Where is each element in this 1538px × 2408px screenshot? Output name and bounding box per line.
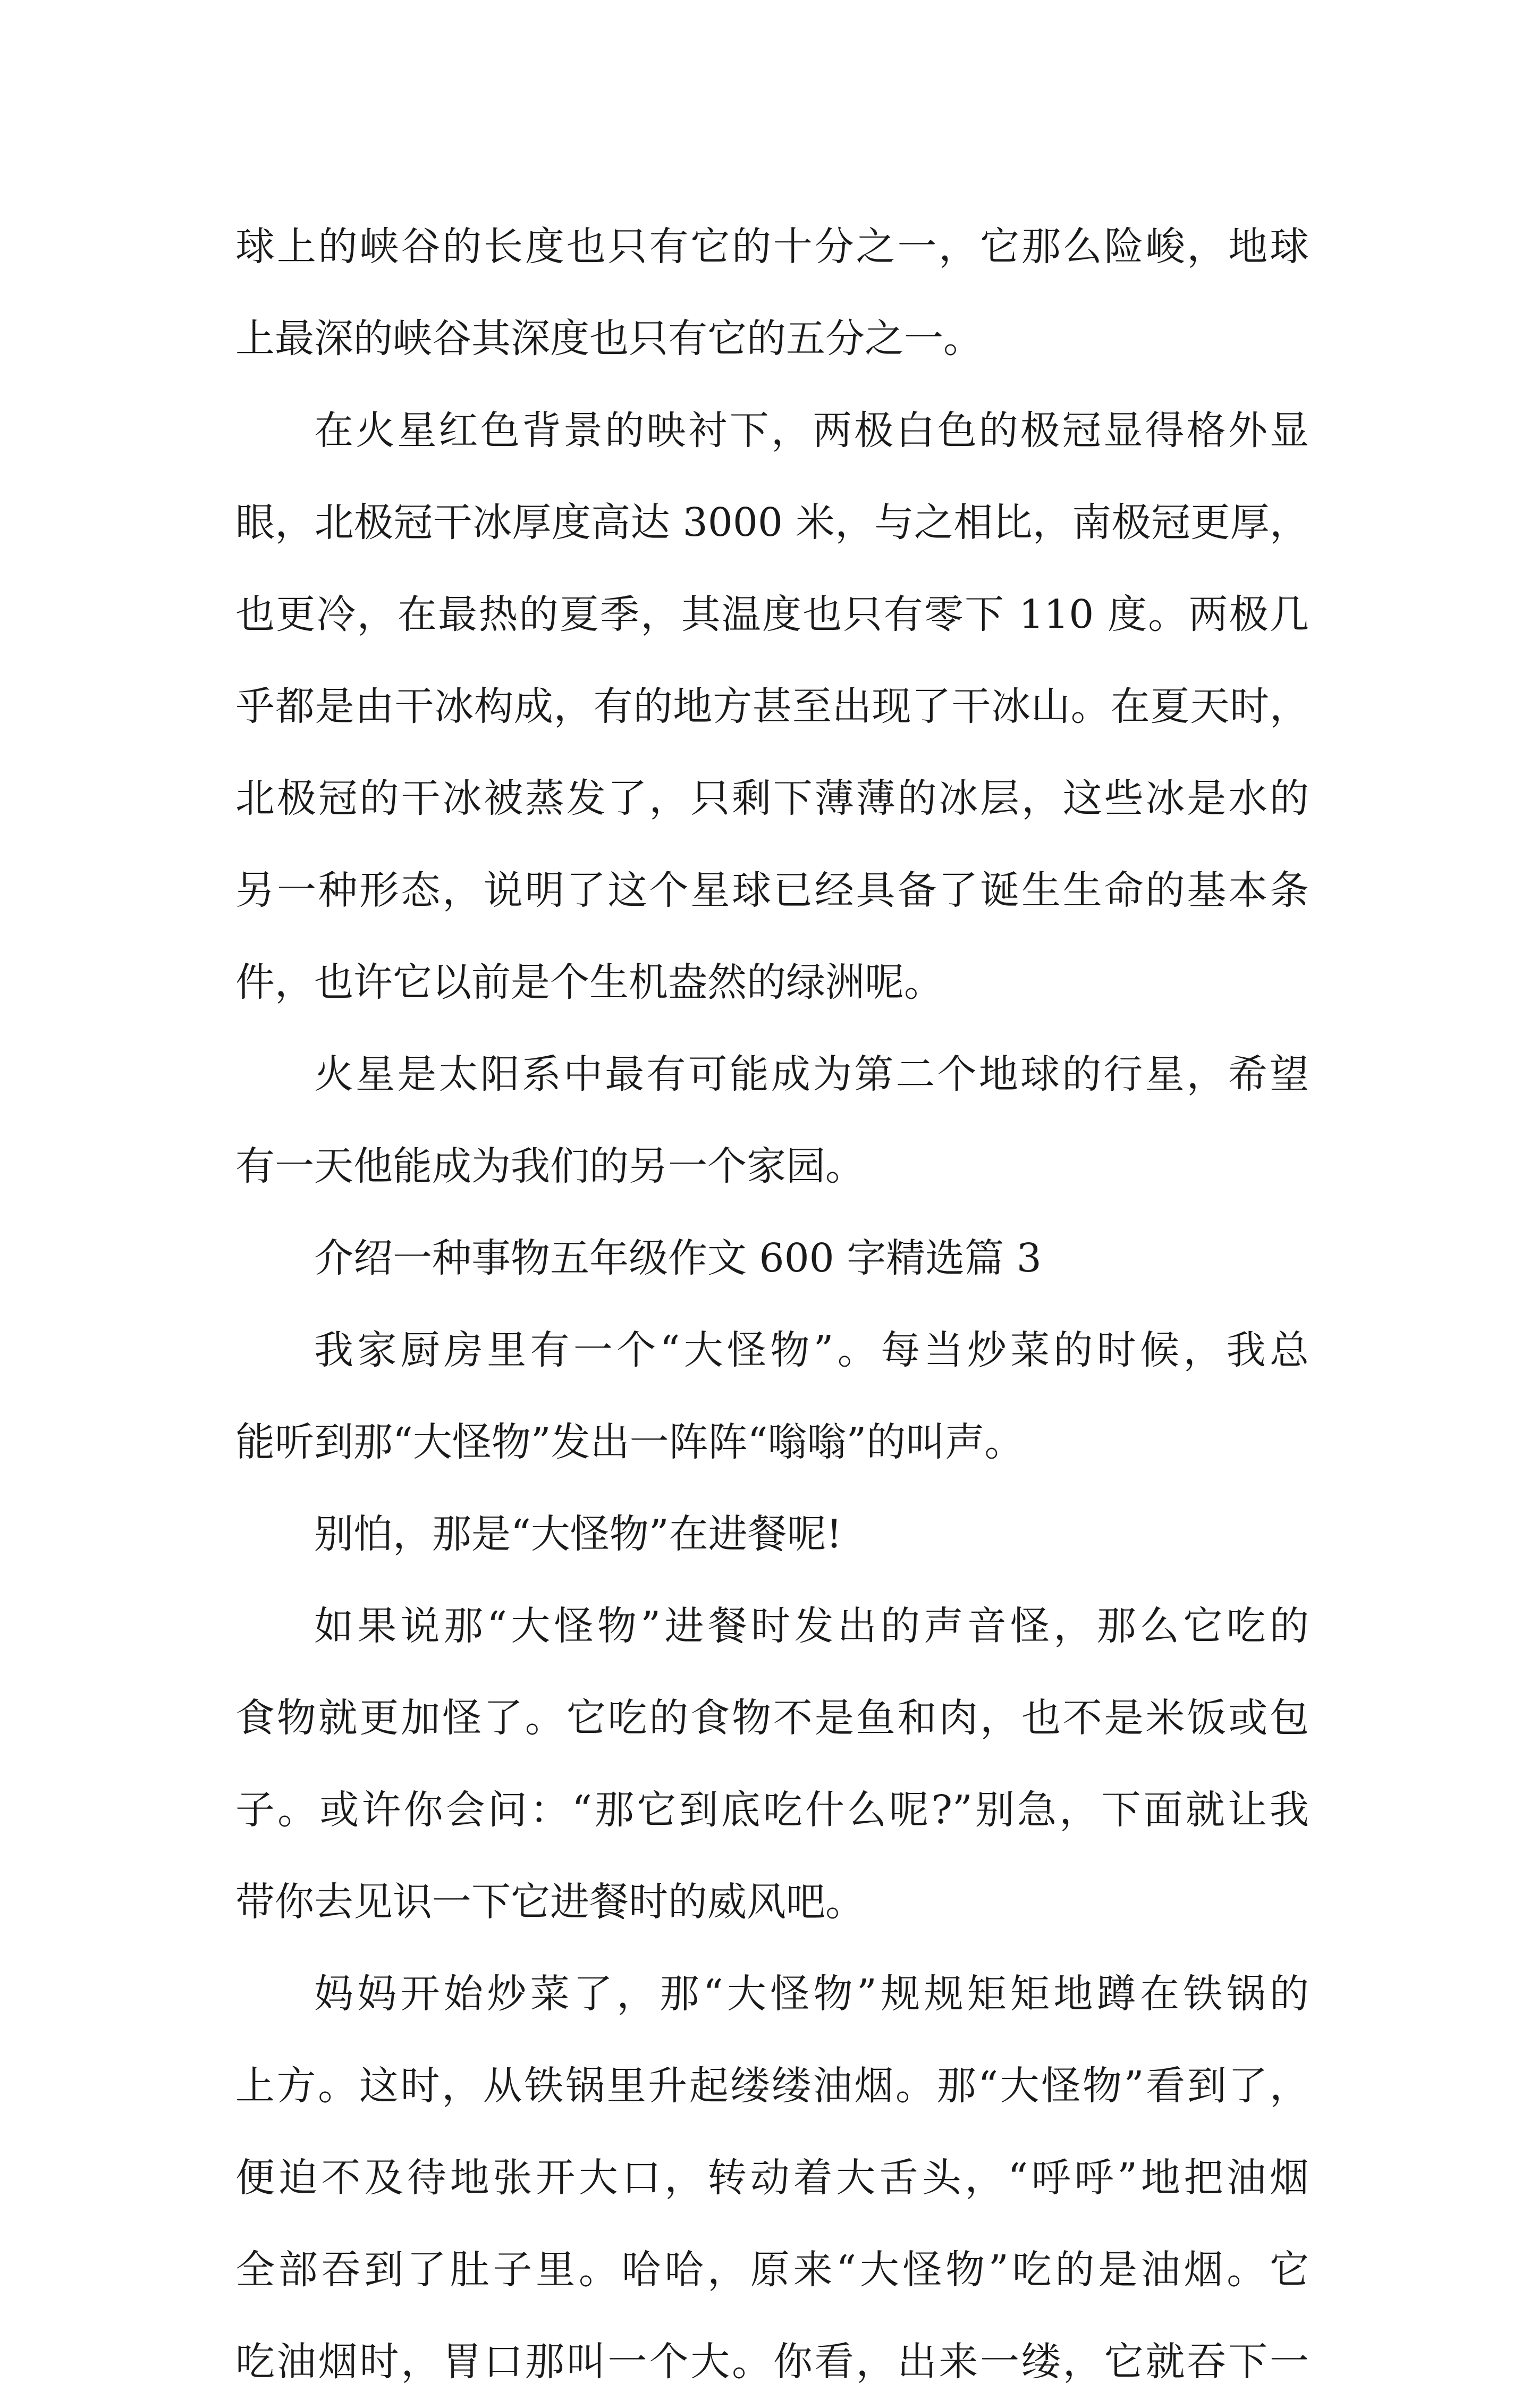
paragraph-start-line: 在火星红色背景的映衬下，两极白色的极冠显得格外显 [314,408,1309,453]
paragraph-start-line: 如果说那“大怪物”进餐时发出的声音怪，那么它吃的 [314,1603,1309,1649]
paragraph-start-line: 我家厨房里有一个“大怪物”。每当炒菜的时候，我总 [314,1327,1309,1373]
text-line: 乎都是由干冰构成，有的地方甚至出现了干冰山。在夏天时， [235,684,1309,729]
text-line: 带你去见识一下它进餐时的威风吧。 [235,1879,865,1925]
paragraph-start-line: 妈妈开始炒菜了，那“大怪物”规规矩矩地蹲在铁锅的 [314,1971,1309,2017]
text-line: 便迫不及待地张开大口，转动着大舌头，“呼呼”地把油烟 [235,2155,1309,2201]
text-line: 也更冷，在最热的夏季，其温度也只有零下 110 度。两极几 [235,592,1309,637]
section-heading: 介绍一种事物五年级作文 600 字精选篇 3 [314,1235,1042,1281]
text-line: 眼，北极冠干冰厚度高达 3000 米，与之相比，南极冠更厚， [235,500,1309,545]
text-line: 子。或许你会问：“那它到底吃什么呢?”别急，下面就让我 [235,1787,1309,1833]
paragraph-start-line: 火星是太阳系中最有可能成为第二个地球的行星，希望 [314,1051,1309,1097]
text-line: 另一种形态，说明了这个星球已经具备了诞生生命的基本条 [235,868,1309,913]
body-text [235,201,1309,2408]
text-line: 上最深的峡谷其深度也只有它的五分之一。 [235,316,983,361]
text-line: 北极冠的干冰被蒸发了，只剩下薄薄的冰层，这些冰是水的 [235,776,1309,821]
text-line: 有一天他能成为我们的另一个家园。 [235,1143,865,1189]
text-line: 能听到那“大怪物”发出一阵阵“嗡嗡”的叫声。 [235,1419,1024,1465]
paragraph-start-line: 别怕，那是“大怪物”在进餐呢! [314,1511,842,1557]
text-line: 球上的峡谷的长度也只有它的十分之一，它那么险峻，地球 [235,224,1309,270]
text-line: 全部吞到了肚子里。哈哈，原来“大怪物”吃的是油烟。它 [235,2247,1309,2293]
text-line: 上方。这时，从铁锅里升起缕缕油烟。那“大怪物”看到了， [235,2063,1309,2109]
text-line: 食物就更加怪了。它吃的食物不是鱼和肉，也不是米饭或包 [235,1695,1309,1741]
text-line: 件，也许它以前是个生机盎然的绿洲呢。 [235,959,943,1005]
text-line: 吃油烟时，胃口那叫一个大。你看，出来一缕，它就吞下一 [235,2339,1309,2385]
